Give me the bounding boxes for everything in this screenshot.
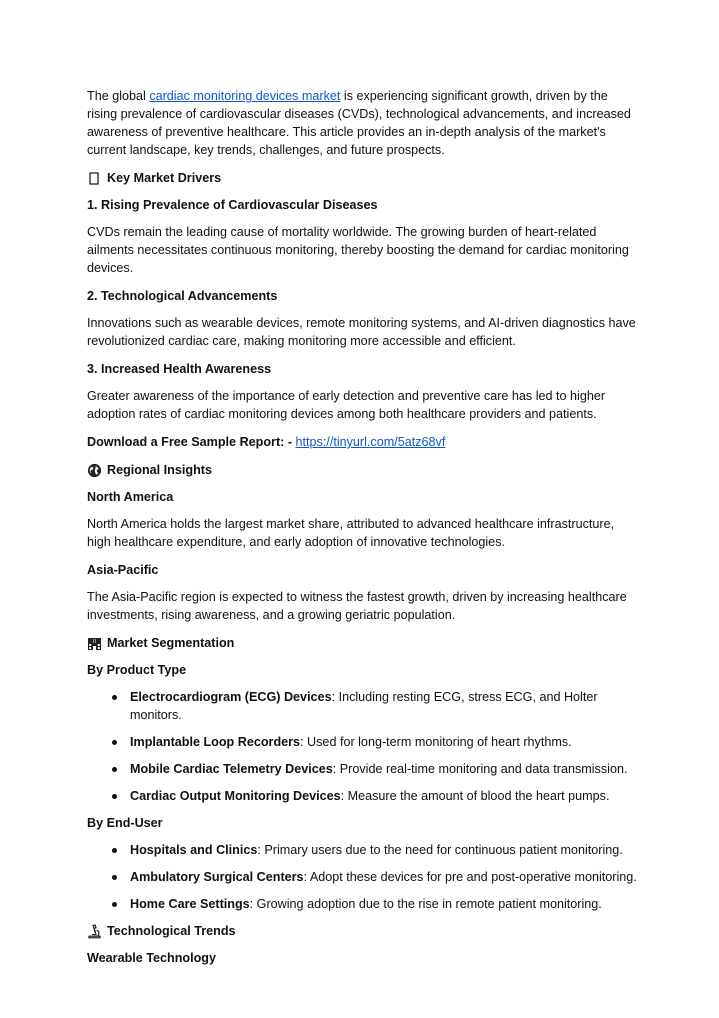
list-item xyxy=(87,841,641,859)
list-item-description: : Primary users due to the need for continuous patient monitoring. xyxy=(257,843,623,857)
market-link[interactable]: cardiac monitoring devices market xyxy=(149,89,341,103)
bullet-dot xyxy=(112,902,117,907)
list-item-term: Ambulatory Surgical Centers xyxy=(130,870,304,884)
market-segmentation-heading xyxy=(87,634,641,652)
region-north-america-heading: North America xyxy=(87,490,174,504)
market-segmentation-title: Market Segmentation xyxy=(107,636,235,650)
list-item-term: Hospitals and Clinics xyxy=(130,843,258,857)
list-item xyxy=(87,760,641,778)
intro-text-after: is experiencing significant growth, driven by the rising prevalence of cardiovascular diseases (CVDs), technological advancements, and increased awareness of preventive healthcare. This article provides an in-depth analysis of the market's current landscape, key trends, challenges, and future prospects. xyxy=(87,89,631,157)
by-end-user-heading: By End-User xyxy=(87,816,163,830)
list-item-description: : Including resting ECG, stress ECG, and Holter monitors. xyxy=(130,690,598,722)
driver-2-text: Innovations such as wearable devices, remote monitoring systems, and AI-driven diagnostics have revolutionized cardiac care, making monitoring more accessible and efficient. xyxy=(87,316,636,348)
technological-trends-title: Technological Trends xyxy=(107,924,236,938)
list-item-description: : Growing adoption due to the rise in remote patient monitoring. xyxy=(249,897,602,911)
list-item-description: : Measure the amount of blood the heart pumps. xyxy=(340,789,610,803)
driver-3-heading: 3. Increased Health Awareness xyxy=(87,362,272,376)
microscope-icon xyxy=(87,924,102,939)
driver-1-heading: 1. Rising Prevalence of Cardiovascular Diseases xyxy=(87,198,378,212)
key-drivers-heading xyxy=(87,169,641,187)
region-asia-pacific-text: The Asia-Pacific region is expected to witness the fastest growth, driven by increasing healthcare investments, rising awareness, and a growing geriatric population. xyxy=(87,590,627,622)
regional-insights-title: Regional Insights xyxy=(107,463,212,477)
wearable-technology-heading: Wearable Technology xyxy=(87,951,216,965)
regional-insights-heading xyxy=(87,461,641,479)
driver-3-text: Greater awareness of the importance of early detection and preventive care has led to higher adoption rates of cardiac monitoring devices among both healthcare providers and patients. xyxy=(87,389,606,421)
bullet-dot xyxy=(112,848,117,853)
intro-text-before: The global xyxy=(87,89,150,103)
list-item-description: : Provide real-time monitoring and data transmission. xyxy=(332,762,628,776)
bullet-dot xyxy=(112,875,117,880)
globe-icon xyxy=(87,463,102,478)
missing-glyph-icon xyxy=(87,171,102,186)
bullet-dot xyxy=(112,740,117,745)
driver-1-text: CVDs remain the leading cause of mortality worldwide. The growing burden of heart-related ailments necessitates continuous monitoring, thereby boosting the demand for cardiac monitoring devices. xyxy=(87,225,629,275)
driver-2-heading: 2. Technological Advancements xyxy=(87,289,278,303)
list-item-term: Cardiac Output Monitoring Devices xyxy=(130,789,341,803)
list-item xyxy=(87,733,641,751)
list-item-description: : Adopt these devices for pre and post-operative monitoring. xyxy=(303,870,637,884)
product-type-list xyxy=(87,688,641,805)
list-item-term: Mobile Cardiac Telemetry Devices xyxy=(130,762,333,776)
bullet-dot xyxy=(112,767,117,772)
list-item xyxy=(87,688,641,724)
technological-trends-heading xyxy=(87,922,641,940)
list-item-term: Implantable Loop Recorders xyxy=(130,735,301,749)
key-drivers-title: Key Market Drivers xyxy=(107,171,222,185)
by-product-type-heading: By Product Type xyxy=(87,663,187,677)
bullet-dot xyxy=(112,794,117,799)
list-item-term: Home Care Settings xyxy=(130,897,250,911)
list-item xyxy=(87,895,641,913)
download-label: Download a Free Sample Report: - xyxy=(87,435,296,449)
list-item-description: : Used for long-term monitoring of heart rhythms. xyxy=(300,735,572,749)
hospital-icon xyxy=(87,636,102,651)
download-url-link[interactable]: https://tinyurl.com/5atz68vf xyxy=(295,435,446,449)
list-item xyxy=(87,868,641,886)
list-item xyxy=(87,787,641,805)
end-user-list xyxy=(87,841,641,913)
intro-paragraph xyxy=(87,87,641,159)
region-asia-pacific-heading: Asia-Pacific xyxy=(87,563,159,577)
bullet-dot xyxy=(112,695,117,700)
region-north-america-text: North America holds the largest market share, attributed to advanced healthcare infrastructure, high healthcare expenditure, and early adoption of innovative technologies. xyxy=(87,517,615,549)
list-item-term: Electrocardiogram (ECG) Devices xyxy=(130,690,332,704)
download-sample-line xyxy=(87,433,641,451)
